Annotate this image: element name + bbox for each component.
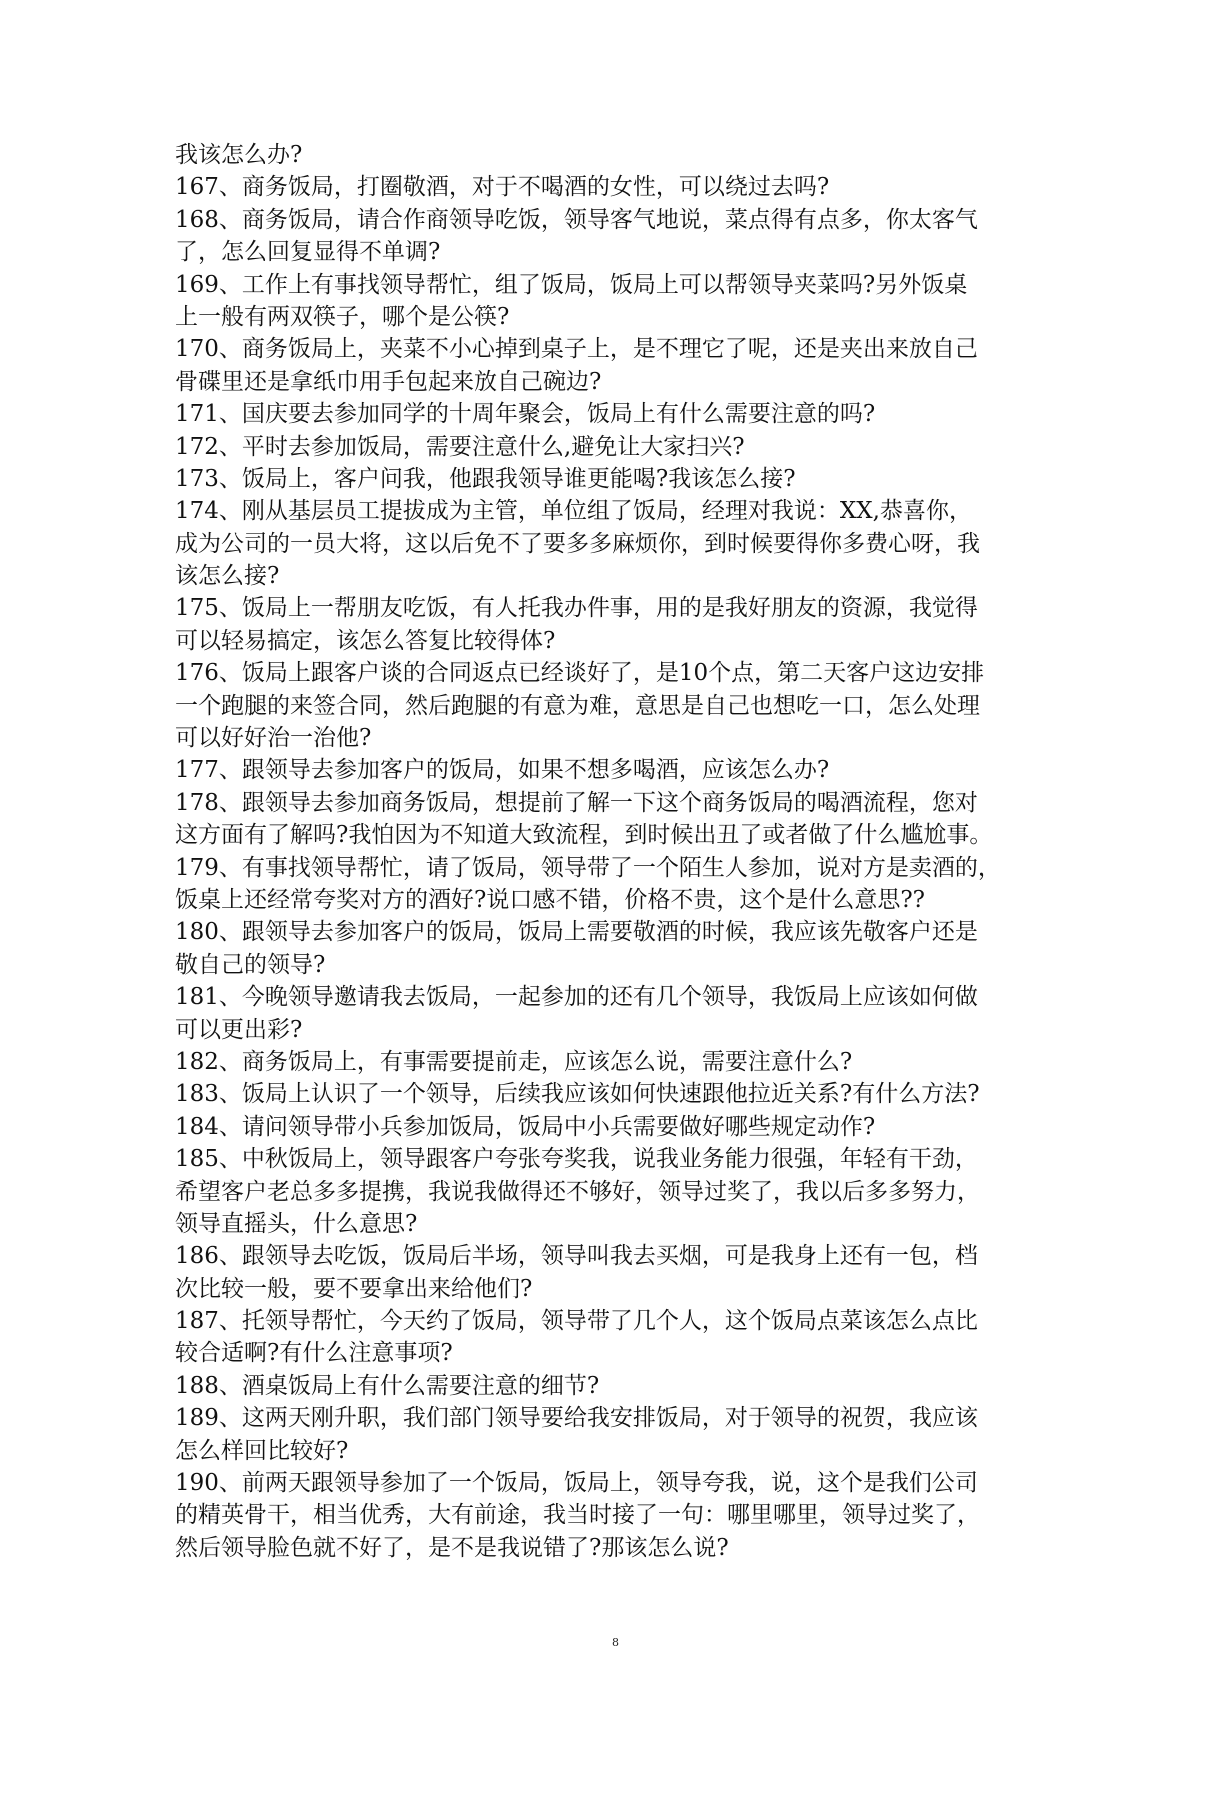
text-line: 这方面有了解吗?我怕因为不知道大致流程，到时候出丑了或者做了什么尴尬事。 [175, 822, 993, 849]
text-line: 较合适啊?有什么注意事项? [175, 1340, 453, 1367]
text-line: 可以轻易搞定，该怎么答复比较得体? [175, 627, 556, 654]
text-line: 可以好好治一治他? [175, 725, 372, 752]
text-line: 可以更出彩? [175, 1016, 303, 1043]
text-line: 169、工作上有事找领导帮忙，组了饭局，饭局上可以帮领导夹菜吗?另外饭桌 [175, 271, 968, 298]
text-line: 188、酒桌饭局上有什么需要注意的细节? [175, 1372, 600, 1399]
text-line: 了，怎么回复显得不单调? [175, 239, 441, 266]
text-line: 180、跟领导去参加客户的饭局，饭局上需要敬酒的时候，我应该先敬客户还是 [175, 919, 978, 946]
page-number: 8 [612, 1636, 619, 1649]
text-line: 我该怎么办? [175, 142, 303, 168]
text-line: 175、饭局上一帮朋友吃饭，有人托我办件事，用的是我好朋友的资源，我觉得 [175, 595, 978, 622]
text-line: 182、商务饭局上，有事需要提前走，应该怎么说，需要注意什么? [175, 1048, 853, 1075]
text-line: 174、刚从基层员工提拔成为主管，单位组了饭局，经理对我说：XX,恭喜你， [175, 498, 972, 525]
text-line: 171、国庆要去参加同学的十周年聚会，饭局上有什么需要注意的吗? [175, 401, 876, 428]
text-line: 一个跑腿的来签合同，然后跑腿的有意为难，意思是自己也想吃一口，怎么处理 [175, 692, 980, 719]
text-line: 186、跟领导去吃饭，饭局后半场，领导叫我去买烟，可是我身上还有一包，档 [175, 1243, 978, 1270]
text-line: 167、商务饭局，打圈敬酒，对于不喝酒的女性，可以绕过去吗? [175, 174, 830, 201]
text-line: 次比较一般，要不要拿出来给他们? [175, 1275, 533, 1302]
text-line: 185、中秋饭局上，领导跟客户夸张夸奖我，说我业务能力很强，年轻有干劲， [175, 1146, 978, 1173]
text-line: 170、商务饭局上，夹菜不小心掉到桌子上，是不理它了呢，还是夹出来放自己 [175, 336, 978, 363]
text-line: 希望客户老总多多提携，我说我做得还不够好，领导过奖了，我以后多多努力， [175, 1178, 980, 1205]
text-line: 领导直摇头，什么意思? [175, 1210, 418, 1237]
text-line: 179、有事找领导帮忙，请了饭局，领导带了一个陌生人参加，说对方是卖酒的， [175, 854, 1001, 881]
text-line: 176、饭局上跟客户谈的合同返点已经谈好了，是10个点，第二天客户这边安排 [175, 660, 985, 687]
text-line: 该怎么接? [175, 563, 280, 590]
text-line: 173、饭局上，客户问我，他跟我领导谁更能喝?我该怎么接? [175, 465, 796, 492]
text-line: 184、请问领导带小兵参加饭局，饭局中小兵需要做好哪些规定动作? [175, 1113, 876, 1140]
text-line: 然后领导脸色就不好了，是不是我说错了?那该怎么说? [175, 1534, 729, 1561]
text-line: 骨碟里还是拿纸巾用手包起来放自己碗边? [175, 368, 602, 395]
text-line: 178、跟领导去参加商务饭局，想提前了解一下这个商务饭局的喝酒流程，您对 [175, 789, 978, 816]
text-line: 190、前两天跟领导参加了一个饭局，饭局上，领导夸我，说，这个是我们公司 [175, 1470, 978, 1497]
text-line: 181、今晚领导邀请我去饭局，一起参加的还有几个领导，我饭局上应该如何做 [175, 984, 978, 1011]
text-body [175, 139, 1060, 1564]
text-line: 怎么样回比较好? [175, 1437, 349, 1464]
text-line: 177、跟领导去参加客户的饭局，如果不想多喝酒，应该怎么办? [175, 757, 830, 784]
text-line: 成为公司的一员大将，这以后免不了要多多麻烦你，到时候要得你多费心呀，我 [175, 530, 980, 557]
text-line: 183、饭局上认识了一个领导，后续我应该如何快速跟他拉近关系?有什么方法? [175, 1081, 980, 1108]
text-line: 172、平时去参加饭局，需要注意什么,避免让大家扫兴? [175, 433, 745, 460]
text-line: 敬自己的领导? [175, 951, 326, 978]
text-line: 189、这两天刚升职，我们部门领导要给我安排饭局，对于领导的祝贺，我应该 [175, 1405, 978, 1432]
text-line: 上一般有两双筷子，哪个是公筷? [175, 303, 510, 330]
text-line: 168、商务饭局，请合作商领导吃饭，领导客气地说，菜点得有点多，你太客气 [175, 206, 978, 233]
text-line: 187、托领导帮忙，今天约了饭局，领导带了几个人，这个饭局点菜该怎么点比 [175, 1308, 978, 1335]
text-line: 的精英骨干，相当优秀，大有前途，我当时接了一句：哪里哪里，领导过奖了， [175, 1502, 980, 1529]
text-line: 饭桌上还经常夸奖对方的酒好?说口感不错，价格不贵，这个是什么意思?? [175, 886, 925, 913]
